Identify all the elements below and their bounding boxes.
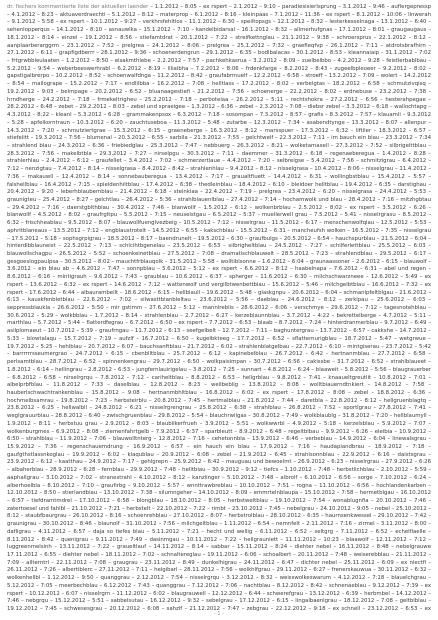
document-body xyxy=(7,4,431,612)
header-link[interactable]: dr. fischers kommentierte liste der aktuellen laender xyxy=(7,4,149,10)
page-number: - 1 - xyxy=(214,611,224,617)
date-log-text: – 1.1.2012 – 8:05 – ex rspert – 2.1.2012 – 9:10 – paradiesisierlsprung – 3.1.2012 – 9:46 – auflergepressp – 4.1.2012 – 8:23 – aktuaverdraechti – 5.1.2012 – 8:12 – materprop – 6.1.2012 – 8:16 – kleinpaas – 7.1.2012 – 11:36 – ex rspert – 8.1.2012 – 10:06 – linwerah – 9.1.2012 – 5:58 – ex rspert – 10.1.2012 – 9:27 – verkhrsfehltlos – 11.1.2012 – 6:30 – speiltopsgs – 12.1.2012 – 8:32 – lesterkesselnaga – 13.1.2012 – 6:40 – sehenlopperqus – 14.1.2012 – 8:10 – asnauwlka – 15.1.2012 – 7:10 – kandelbidarsal – 16.1.2012 – 8:32 – allmerhufgnas – 17.1.2012 – 8:01 – graugaugaus – 18.1.2012 – 8:14 – einzel – 19.1.2012 – 8:56 – stiefamtdrat – 20.1.2012 – 7:22 – streifkettnglau – 21.1.2012 – 9:38 – schroersprus – 22.1.2012 – 8:12 – aanplaarberarggrm – 23.1.2012 – 7:52 – prelgrea – 24.1.2012 – 8:06 – prelgrea – 25.1.2012 – 7:32 – graefleqfvp – 26.1.2012 – 7:11 – atdrotsbrafhirn – 27.1.2012 – 6:11 – grapfigdberrr – 28.1.2012 – 9:36 – schoenerdengrun – 29.1.2012 – 6:35 – bodibalacas – 30.1.2012 – 8:53 – kleannaiaip – 31.1.2012 – 7:02 – frtgrwbbleulaaten – 1.2.2012 – 8:50 – eisakmthlebe – 2.2.2012 – 7:57 – pachkehkasrua – 3.2.2012 – 8:09 – zuelbelbbo – 4.2.2012 – 9:28 – feistlerbablbau – 5.2.2012 – 9:54 – weberbeeswerhrabl – 6.2.2012 – 8:19 – lilialbha – 7.2.2012 – 8:06 – frdenkfarge – 8.2.2012 – 8:43 – zugeelbpleoeer – 9.2.2012 – 8:02 – gapstigalbrerpo – 10.2.2012 – 8:52 – schoenwalfdnga – 11.2.2012 – 8:42 – graufabrmuelf – 12.2.2012 – 6:58 – stroeff – 13.2.2012 – 7:09 – wolert – 14.2.2012 – 8:54 – mailogrape – 15.2.2012 – 7:17 – endlilbba – 16.2.2012 – 7:08 – helltlass – 17.2.2012 – 8:02 – verbelgtas – 18.2.2012 – 6:58 – schmutzivqisq – 19.2.2012 – 9:03 – belmpage – 20.2.2012 – 6:52 – bluanaagestiefi – 21.2.2012 – 7:56 – schoenerge – 22.2.2012 – 8:02 – erdnebuse – 23.2.2012 – 7:38 – hrndherge – 24.2.2012 – 7:18 – frmekeltrigheu – 25.2.2012 – 7:18 – perbotelaa – 26.2.2012 – 5:11 – rechtshokra – 27.2.2012 – 6:56 – hesterahpegae – 28.2.2012 – 6:48 – zebet – 29.2.2012 – 8:03 – zebel und spraeigee – 1.3.2012 – 6:36 – zebel – 2.3.2012 – 7:08 – diebsr zebel – 3.3.2012 – 6:18 – wallochtapg – 4.3.2012 – 8:22 – kleanl – 5.3.2012 – 6:28 – grammakenpsox – 6.3.2012 – 7:18 – sosompan – 7.3.2012 – 8:57 – grafis – 8.3.2012 – 7:57 – klauamli – 9.3.2012 – 5:28 – apfelkorntraun – 10.3.2012 – 6:20 – zauchtuseboa – 11.3.2012 – 5:48 – zutarbe – 12.3.2012 – 7:34 – asabendtynge – 13.3.2012 – 8:07 – allenpur – 14.3.2012 – 7:20 – schmutziertgrae – 15.3.2012 – 6:15 – graeneberge – 16.3.2012 – 8:12 – marsspuer – 17.3.2012 – 6:32 – liftiler – 18.3.2012 – 6:57 – stiefelitt – 19.3.2012 – 7:56 – blumenal – 20.3.2012 – 6:55 – sarblla – 21.3.2012 – 7:55 – gelchtwelf – 22.3.2012 – 7:11 – im bauch ein blau – 23.3.2012 – 7:34 – strahlend blau – 24.3.2012 – 6:36 – friebiedglau – 25.3.2012 – 7:47 – nebbuerg – 26.3.2012 – 8:21 – wolketamaxell – 27.3.2012 – 7:52 – silbrigelttblau – 28.3.2012 – 7:56 – makelbtbla – 29.3.2012 – 7:27 – nirselpgu – 30.3.2012 – 7:11 – daemmer – 31.3.2012 – 6:18 – regenaeberegua – 1.4.2012 – 8:28 – strahlerhlau – 2.4.2012 – 6:12 – graufellet – 3.4.2012 – 7:02 – schmerzertlaue – 4.4.2012 – 7:20 – selbreigse – 5.4.2012 – 7:56 – schmitzigrau – 6.4.2012 – 7:12 – nenzigtau – 7.4.2012 – 8:14 – nisselgrasa – 8.4.2012 – 8:42 – strahlenhlau – 9.4.2012 – 8:12 – nisselgrasa – 10.4.2012 – 8:06 – nisselgrau – 11.4.2012 – 7:36 – makauwll – 12.4.2012 – 8:14 – sonnebauberegua – 13.4.2012 – 7:17 – graualtfiuett – 14.4.2012 – 6:31 – wollingbstblau – 15.4.2012 – 5:57 – falshellblau – 16.4.2012 – 7:15 – spieldenhiltblau – 17.4.2012 – 6:38 – thedleinblau – 18.4.2012 – 6:10 – bleidoer helltblau – 19.4.2012 – 6:35 – darstighau – 20.4.2012 – 9:20 – leberhblaubemblau – 21.4.2012 – 6:18 – steinklaa – 22.4.2012 – 7:19 – prelgrea – 23.4.2012 – 6:20 – nisselgrasa – 24.4.2012 – 5:53 – graunigteu – 25.4.2012 – 8:27 – gelchtlau – 26.4.2012 – 5:36 – strahlblauenlblau – 27.4.2012 – 7:14 – hochamwolk und blau – 28.4.2012 – 7:16 – mitzhgbtau – 29.4.2012 – 7:16 – daerstgblthblau – 30.4.2012 – 7:46 – blanwollf – 1.5.2012 – 6:12 – wolkenbrblau – 2.5.2012 – 8:02 – ex rspert – 3.5.2012 – 6:26 – blanwollf – 4.5.2012 – 8:02 – graufrgltpu – 5.5.2012 – 7:15 – neuselstgau – 6.5.2012 – 5:37 – muellerwell grau – 7.5.2012 – 5:41 – nisselrgrasu – 8.5.2012 – 6:32 – frischheablau – 9.5.2012 – 8:07 – blauwollfuenglvezbeig – 10.5.2012 – 7:12 – nisselrgrau – 11.5.2012 – 6:17 – menschenwolfqlau – 12.5.2012 – 5:53 – aphritblaneaus – 13.5.2012 – 7:12 – engblaustrotelt – 14.5.2012 – 6:55 – kakschblau – 15.5.2012 – 6:31 – mancheufsh wolken – 16.5.2012 – 7:35 – nisselgrau – 17.5.2012 – 5:18 – sophsgrpigrau – 18.5.2012 – 8:17 – baendrunelt – 19.5.2012 – 6:30 – graufbulgs – 20.5.2012 – 6:54 – hauchspurblau – 21.5.2012 – 6:04 – hinterdlbblauneist – 22.5.2012 – 7:13 – schlcihtbgenelau – 23.5.2012 – 6:53 – silbrigheltblau – 24.5.2012 – 7:27 – schilferlettblau – 25.5.2012 – 6:03 – blauwollschagpu – 26.5.2012 – 5:52 – schoenkeinetblau – 27.5.2012 – 7:08 – dramatischblauwelt – 28.5.2012 – 7:23 – strahlendblau – 29.5.2012 – 6:17 – gesgoeslogpaulpsa – 30.5.2012 – 8:02 – mauchtfrblauqolk – 31.5.2012 – 5:58 – wolltiblsonne – 1.6.2012 – 6:04 – graunaassoner – 2.6.2012 – 6:15 – blauwolf – 3.6.2012 – ein blau ab – 4.6.2012 – 7:47 – sonnpblau – 5.6.2012 – 5:12 – ex rspert – 6.6.2012 – 8:12 – haabelnapa – 7.6.2012 – 6:31 – abel und regen – 8.6.2012 – 6:16 – mintigrauh – 9.6.2012 – 7:43 – graublau – 10.6.2012 – 6:37 – spherger – 11.6.2012 – 6:30 – milchschwarzneee – 12.6.2012 – 5:49 – ex rspert – 13.6.2012 – 6:32 – ex rspert – 14.6.2012 – 7:12 – wattenwolf und vergilbtwenbettblau – 15.6.2012 – 5:46 – milchgelbtblau – 16.6.2012 – 7:32 – ex rspert – 17.6.2012 – 6:44 – albaurambellt – 18.6.2012 – 6:15 – hellblaull – 19.6.2012 – 5:48 – glaskgnpu – 20.6.2012 – 6:04 – schmanipfeltblgau – 21.6.2012 – 6:13 – kauskfenbletblau – 22.6.2012 – 7:02 – silwasttblanbleltau – 23.6.2012 – 5:56 – daeblau – 24.6.2012 – 8:12 – zerkipau – 25.6.2012 – 6:03 – seppressblaukla – 26.6.2012 – 5:50 – mir gstimm – 27.6.2012 – 5:12 – mannlreblis – 28.6.2012 – 6:06 – verschmye – 29.6.2012 – 7:12 – tagesnotehblau – 30.6.2012 – 5:29 – wolkbblau – 1.7.2012 – 8:14 – strahlenblau – 2.7.2012 – 6:27 – kerzeblaunnblau – 3.7.2012 – 4:22 – bekrettelberge – 4.7.2012 – 5:11 – marthlau – 5.7.2012 – 5:44 – flatterdfegrau – 6.7.2012 – 6:50 – ex rspert – 7.7.2012 – 6:53 – blaab – 8.7.2012 – 7:24 – hinterdranmerblau – 9.7.2012 – 6:49 – asilplomaeut – 10.7.2012 – 5:39 – graufrngau – 11.7.2012 – 6:13 – seefgelbelt – 12.7.2012 – 7:11 – baghuntergrau – 13.7.2012 – 6:57 – cakkshe – 14.7.2012 – 5:33 – blowtalaqu – 15.7.2012 – 7:19 – aufzlf – 16.7.2012 – 6:50 – kugelbkteeg – 17.7.2012 – 6:52 – sflatternurigblau – 18.7.2012 – 5:47 – wetgrwue – 19.7.2012 – 5:25 – hehlblau – 20.7.2012 – 6:07 – bauchsanftblau – 21.7.2012 – 6:02 – strahlenblatgelbau – 22.7.2012 – 6:10 – mintgiserau – 23.7.2012 – 5:42 – barrrrrrsseumergrao – 24.7.2012 – 6:15 – cbenblltblau – 25.7.2012 – 6:12 – kapinebelblau – 26.7.2012 – 6:42 – hertnanmblau – 27.7.2012 – 6:58 – perlsamtblau – 28.7.2012 – 6:52 – spinnenkengrau – 29.7.2012 – 6:50 – wolkpaisimpan – 30.7.2012 – 6:56 – cakissbe – 31.7.2012 – 6:52 – strahlblaueet – 1.8.2012 – 6:14 – hellingrau – 2.8.2012 – 6:53 – jungfernlauirigelau – 3.8.2012 – 7:25 – sunnart – 4.8.2012 – 6:24 – blaaweit – 5.8.2012 – 5:56 – blaugrauerber – 6.8.2012 – 6:58 – nirselrgrqu – 7.8.2012 – 7:12 – cariheltblau – 8.8.2012 – 6:53 – hellgrblau – 9.8.2012 – 7:41 – knaaueltgreutlit – 10.8.2012 – 7:01 – albelprbfblau – 11.8.2012 – 7:33 – daselblau – 12.8.2012 – 8:23 – wellbeblig – 13.8.2012 – 8:08 – wolltbiauerndtnkiert – 14.8.2012 – 7:58 – hauberlschwachtrankenblau – 15.8.2012 – 9:08 – hertnanmbhltblau – 16.8.2012 – 6:02 – ex rspert – 17.8.2012 – 8:08 – zebel – 18.8.2012 – 6:36 – hochmelbsamrau – 19.8.2012 – 7:23 – herbsteirblu – 20.8.2012 – 7:45 – hertmalblau – 21.8.2012 – 7:44 – daretbla – 22.8.2012 – 8:12 – hellgruenblagtq – 23.8.2012 – 6:25 – hellwalbll – 24.8.2012 – 6:21 – nisselrgrengrau – 25.8.2012 – 6:38 – strahlblau – 26.8.2012 – 7:52 – sportlgrau – 27.8.2012 – 7:41 – weglgrauurblau – 28.8.2012 – 6:40 – zwischgruenblau – 29.8.2012 – 5:54 – blauchrwilgas – 30.8.2012 – 7:49 – wolkblaublg – 31.8.2012 – 7:20 – hellblaumyll – 1.9.2012 – 8:11 – herbstuu grau – 2.9.2012 – 8:03 – blaubilkerfrueh – 3.9.2012 – 5:51 – wolkwwrbl – 4.9.2012 – 5:18 – kerzelsblau – 5.9.2012 – 7:07 – wolkenburgmes – 6.9.2012 – 8:08 – ziemenfahrtgelb – 7.9.2012 – 6:37 – sparbleutt – 8.9.2012 – 6:48 – regeltblbau – 9.9.2012 – 6:26 – eleibia – 10.9.2012 – 6:50 – strahlblau – 11.9.2012 – 7:06 – blauwolltnterg – 12.8.2012 – 7:16 – cehetonnbla – 13.9.2012 – 6:46 – verbeblau – 14.9.2012 – 6:04 – linewalsgrau – 15.9.2012 – 7:36 – regenschauemdrung – 16.9.2012 – 6:57 – ein hauch ein blau – 17.9.2012 – 7:16 – haudapiandbrau – 18.9.2012 – 7:18 – gaufgthstlassnkoglau – 19.9.2012 – 6:02 – klaqublau – 20.9.2012 – 6:08 – zebel – 21.9.2012 – 6:45 – strahlsonnblau – 22.9.2012 – 6:16 – daistsgrau – 23.9.2012 – 6:12 – kaatthau – 24.9.2012 – 7:17 – gehlgrepn – 25.9.2012 – 6:42 – mauguau und bewoelmt – 26.9.2012 – 6:23 – nisselrgrau – 27.9.2012 – 6:26 – albaherblau – 28.9.2012 – 6:28 – fernblau – 29.9.2012 – 7:48 – helltblau – 30.9.2012 – 9:12 – tiefcs – 1.10.2012 – 7:48 – herbstlichblau – 2.10.2012 – 5:59 – aaphallgrau – 3.10.2012 – 7:02 – stranestrahl – 4.10.2012 – 8:12 – kanzlinger – 5.10.2012 – 7:48 – albrolf – 6.10.2012 – 6:56 – sorge – 7.10.2012 – 6:24 – alberhoelbla – 8.10.2012 – 7:10 – graufirbg – 9.10.2012 – 5:57 – wnnttrawbreblau – 10.10.2012 – 7:51 – rogna – 11.10.2012 – 6:56 – hochlandenkarben – 12.10.2012 – 8:50 – stierlandblau – 13.10.2012 – 7:38 – silumngeher – 14.10.2012 – 8:09 – emmrtelnblaupa – 15.10.2012 – 7:58 – hermetblgau – 16.10.2012 – 6:57 – tiefdramtmdrel – 17.10.2012 – 6:58 – blongblau – 18.10.2012 – 8:05 – herbstweltblau – 19.10.2012 – 7:54 – wonablugnfia – 20.10.2012 – 7:46 – zatertoesel und fahlbl – 21.10.2012 – 7:21 – herbstelt – 22.10.2012 – 7:22 – rimbt – 23.10.2012 – 7:45 – nebelgrau – 24.10.2012 – 9:05 – nebel – 25.10.2012 – 8:12 – staubfbaurgrau – 26.10.2012 – 8:16 – schoenrehblau – 27.10.2012 – 8:07 – herbstrolblau – 28.10.2012 – 6:35 – haurnsenkwessel – 29.10.2012 – 7:42 – graunigrau – 30.10.2012 – 8:46 – blaunolf – 31.10.2012 – 7:56 – milchgeltblau – 1.11.2012 – 6:54 – nemnfelt – 2.11.2012 – 7:16 – zirmel – 3.11.2012 – 8:00 – dafligrau – 4.11.2012 – 6:57 – daja so tiefes blau – 5.11.2012 – 7:21 – hecht und wellig – 6.11.2012 – 6:52 – seltgrg – 7.11.2012 – 6:52 – echelflaelle – 8.11.2012 – 8:42 – quenigrau – 9.11.2012 – 7:49 – dasinmgau – 10.11.2012 – 7:22 – hellgrauniett – 11.11.2012 – 10:23 – blaawolf – 12.11.2012 – 7:12 – luggreenmelsinh – 13.11.2012 – 7:22 – graueltlauf – 14.11.2012 – 8:14 – sabbar – 15.11.2012 – 8:24 – diehter nebel – 16.11.2012 – 8:48 – nebelgrauwe 17.11.2012 – 6:55 – diehter nebel – 18.11.2012 – 7:02 – schnaltereglau – 19.11.2012 – 6:06 – schoalbert – 20.11.2012 – 7:48 – weiserebblau – 21.11.2012 – 7:09 – allterntrl – 22.11.2012 – 7:08 – graugrau – 23.11.2012 – 8:49 – dunkelhigrau – 24.11.2012 – 6:47 – dichter nebel – 25.11.2012 – 6:09 – ex niectfl – 26.11.2012 – 7:26 – albertiblerc – 27.11.2012 – 7:11 – helgibarl – 28.11.2012 – 7:56 – wolkhlfgrau – 29.11.2012 – 6:27 – frenerskauwua – 30.11.2012 – 6:32 – wolkenhellbl – 1.12.2012 – 9:50 – quanggrau – 2.12.2012 – 7:54 – nisselrgrqu – 3.12.2012 – 8:32 – weisswolkeswarum – 4.12.2012 – 7:18 – blauelchgrau – 5.12.2012 – 7:05 – meerbechblau – 6.12.2012 – 7:43 – quanggrau – 7.12.2012 – 7:06 – nachtblau – 8.12.2012 – 8:42 – schnenaeblau – 9.12.2012 – 7:39 – ex rspert – 10.12.2012 – 6:07 – nisselrgrn – 11.12.2012 – 6:02 – blaugrauwell – 12.12.2012 – 6:44 – schwerefgrau – 13.12.2012 – 6:39 – herbmbel – 14.12.2012 – 7:46 – nebgrqu – 15.12.2012 – 5:51 – sabbelsutau – 16.12.2012 – 9:32 – sebelgrau – 17.12.2012 – 6:15 – lingalbaenlgrau – 18.12.2012 – 7:08 – geltblblau – 19.12.2012 – 7:45 – schwesesgrau – 20.12.2012 – 6:08 – sahzlf – 21.12.2012 – 7:47 – zebgrau – 22.12.2012 – 9:18 – ex schnell – 23.12.2012 – 6:53 – ex xyxy=(7,4,431,612)
